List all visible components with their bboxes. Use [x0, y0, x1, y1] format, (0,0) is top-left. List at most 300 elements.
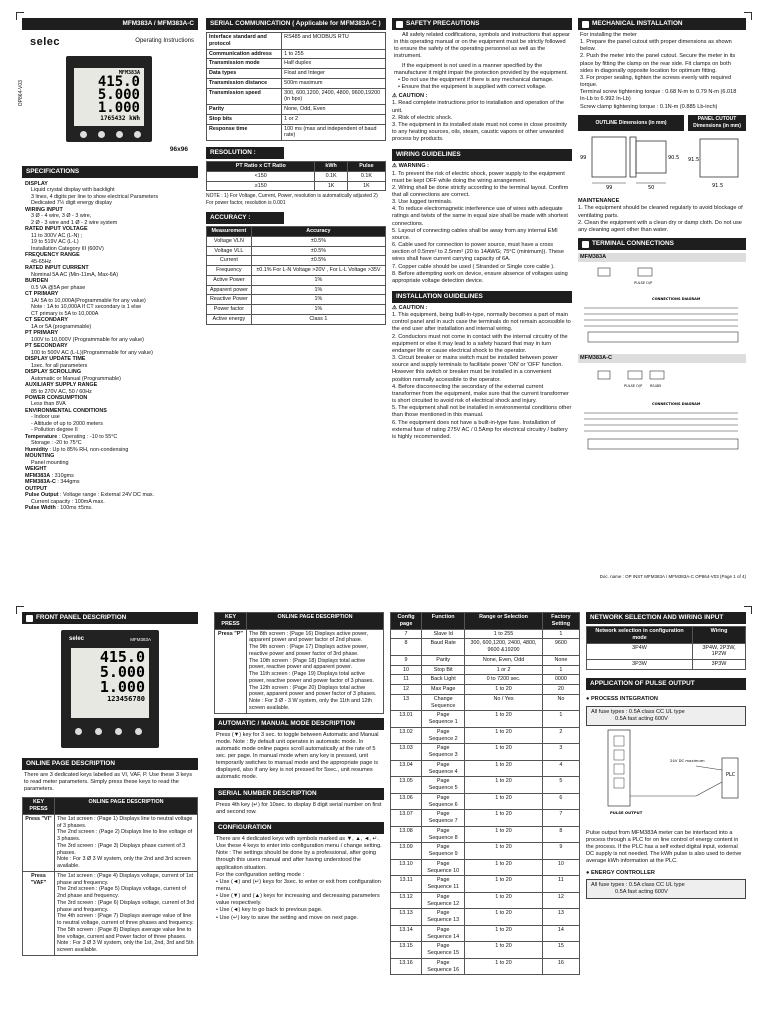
doc-footer: Doc. name : OP INST MFM383A / MFM383A-C OP864-V03 (Page 1 of 4): [599, 574, 746, 579]
accuracy-table: [206, 226, 386, 325]
col-header: PT Ratio x CT Ratio: [207, 162, 315, 172]
serial-row: [207, 105, 386, 115]
panel-key-icon: [75, 728, 82, 735]
config-row: [391, 826, 580, 843]
accuracy-row-cell: Current: [207, 256, 252, 266]
serial-row: [207, 69, 386, 79]
panel-key-icon: [135, 728, 142, 735]
key-p: Press "P": [215, 629, 247, 713]
config-row-cell: 13.03: [391, 744, 422, 761]
wiring-item: 6. Cable used for connection to power source, must have a cross section of 0.5mm² to 2.5mm² (20 to 14AWG; 75°C (minimum)). These wires shall have current carrying capacity of 6A.: [392, 242, 564, 263]
serial-row-label: Response time: [207, 124, 282, 141]
col-header: Network selection in configuration mode: [587, 627, 693, 644]
spec-value: CT primary is 5A to 10,000A: [31, 310, 99, 317]
accuracy-row: [207, 246, 386, 256]
spec-key: WEIGHT: [25, 466, 47, 473]
plc-label: PLC: [726, 772, 736, 779]
vaf-line: Note : For 3 Ø 3 W system, only the 1st, 2nd, 3rd and 5th screen available.: [57, 940, 194, 954]
serial-number-text: Press 4th key (↵) for 10sec. to display 8 digit serial number on first and second row.: [216, 801, 382, 815]
pulse-output-header: APPLICATION OF PULSE OUTPUT: [586, 678, 746, 690]
wiring-header: WIRING GUIDELINES: [392, 149, 572, 161]
meter-key-icon: [134, 131, 141, 138]
front-key-table: [22, 797, 198, 956]
config-row-cell: Page Sequence 9: [422, 843, 465, 860]
network-row-header-row: [587, 627, 746, 644]
vaf-line: The 3rd screen : (Page 6) Displays voltage, current of 3rd phase and frequency.: [57, 899, 195, 913]
config-row-header-row: [391, 613, 580, 630]
col-header: Measurement: [207, 227, 252, 237]
config-row: [391, 777, 580, 794]
config-row-cell: 10: [542, 859, 579, 876]
column-specifications: [17, 18, 198, 515]
serial-row-value: Float and Integer: [282, 69, 386, 79]
config-row: [391, 793, 580, 810]
spec-value: - Altitude of up to 2000 meters: [31, 420, 103, 427]
spec-value: 100 to 500V AC (L-L)(Programmable for any value): [31, 349, 153, 356]
config-row: [391, 685, 580, 695]
spec-key: RATED INPUT VOLTAGE: [25, 226, 88, 233]
spec-line: [25, 505, 195, 511]
install-item: 3. Circuit breaker or mains switch must be installed between power source and supply terminals to facilitate power 'ON' or 'OFF' function. However this switch or breaker must be installed in a convenient position normally accessible to the operator.: [392, 355, 563, 383]
panel-line-2: 5.000: [99, 663, 145, 681]
config-line: • Use (◄) and (↵) keys for 3sec. to enter or exit from configuration menu.: [216, 878, 381, 892]
accuracy-header: ACCURACY :: [206, 212, 284, 224]
config-row-cell: 13.16: [391, 958, 422, 975]
col-header: Accuracy: [251, 227, 385, 237]
accuracy-row: [207, 266, 386, 276]
config-row-cell: Change Sequence: [422, 694, 465, 711]
maintenance-title: MAINTENANCE: [578, 198, 620, 205]
spec-key: FREQUENCY RANGE: [25, 252, 80, 259]
pulse-wiring-diagram: [586, 726, 746, 826]
safety-item: 2. Risk of electric shock.: [392, 114, 453, 121]
config-row-cell: 0000: [542, 675, 579, 685]
meter-size: 96x96: [169, 146, 188, 153]
config-row-cell: 7: [542, 810, 579, 827]
config-row-cell: 13.09: [391, 843, 422, 860]
spec-value: 1A or 5A (programmable): [31, 323, 92, 330]
accuracy-row: [207, 236, 386, 246]
meter-key-icon: [80, 131, 87, 138]
column-front-panel: [22, 612, 198, 956]
accuracy-row-cell: ±0.5%: [251, 236, 385, 246]
config-row-cell: No / Yes: [465, 694, 543, 711]
config-row-cell: Page Sequence 14: [422, 925, 465, 942]
spec-value: : Operating : -10 to 55°C: [57, 433, 118, 440]
config-row: [391, 810, 580, 827]
wiring-items: [392, 171, 572, 286]
resolution-row-cell: 0.1K: [347, 171, 385, 181]
serial-row: [207, 59, 386, 69]
spec-value: : Voltage range : External 24V DC max.: [58, 492, 155, 499]
config-row: [391, 665, 580, 675]
config-row-cell: 0 to 7200 sec.: [465, 675, 543, 685]
spec-key: RATED INPUT CURRENT: [25, 265, 89, 272]
network-row-cell: 3P3W: [587, 660, 693, 670]
col-header: ONLINE PAGE DESCRIPTION: [247, 613, 384, 630]
specifications-header: SPECIFICATIONS: [22, 166, 198, 178]
meter-screen: [74, 68, 144, 126]
serial-row: [207, 114, 386, 124]
meter-line-1: 415.0: [97, 74, 140, 91]
spec-key: MFM383A: [25, 472, 51, 479]
fuse-note-2: [586, 879, 746, 899]
serial-row: [207, 88, 386, 105]
header-block: [17, 30, 198, 166]
serial-row-value: Half duplex: [282, 59, 386, 69]
accuracy-row-header-row: [207, 227, 386, 237]
meter-model-label: MFM383A: [118, 70, 140, 76]
vaf-description: [55, 871, 198, 955]
config-row-cell: 1 to 20: [465, 777, 543, 794]
wiring-item: 5. Layout of connecting cables shall be away from any internal EMI source.: [392, 227, 558, 241]
install-item: 5. The equipment shall not be installed in environmental conditions other than those mentioned in this manual.: [392, 405, 572, 419]
config-row-cell: 1 to 20: [465, 892, 543, 909]
config-row-cell: 13.05: [391, 777, 422, 794]
config-row-cell: 12: [391, 685, 422, 695]
spec-value: - Indoor use: [31, 414, 60, 421]
config-row-cell: 13.15: [391, 942, 422, 959]
config-row-cell: 1: [542, 711, 579, 728]
serial-row-value: None, Odd, Even: [282, 105, 386, 115]
spec-value: 100V to 10,000V (Programmable for any value): [31, 336, 144, 343]
resolution-note: NOTE : 1) For Voltage, Current, Power, resolution is automatically adjusted 2) For power factor, resolution is 0.001: [206, 193, 378, 206]
accuracy-row-cell: ±0.5%: [251, 246, 385, 256]
spec-value: 3 Ø - 4 wire, 3 Ø - 3 wire,: [31, 213, 92, 220]
mechanical-line: 1. Prepare the panel cutout with proper dimensions as shown below.: [580, 39, 732, 53]
resolution-row-cell: 1K: [347, 181, 385, 191]
panel-icon: [26, 615, 33, 622]
spec-value: Automatic or Manual (Programmable): [31, 375, 121, 382]
accuracy-row-cell: ±0.5%: [251, 256, 385, 266]
accuracy-row: [207, 275, 386, 285]
panel-brand: selec: [69, 636, 85, 642]
config-row-cell: Page Sequence 2: [422, 727, 465, 744]
serial-row-value: 1 or 2: [282, 114, 386, 124]
dc-label: 24V DC maximum: [670, 758, 705, 764]
config-row-cell: Page Sequence 10: [422, 859, 465, 876]
outline-diagram: [578, 115, 684, 197]
config-row-cell: Page Sequence 15: [422, 942, 465, 959]
config-row: [391, 892, 580, 909]
cutout-title: PANEL CUTOUT Dimensions (in mm): [688, 115, 746, 131]
config-line: For the configuration setting mode :: [216, 871, 304, 878]
vi-line: The 3rd screen : (Page 3) Displays phase current of 3 phases.: [57, 842, 186, 856]
terminal-diagram-2: [578, 363, 746, 463]
accuracy-row: [207, 305, 386, 315]
energy-controller-title: ● ENERGY CONTROLLER: [586, 869, 655, 876]
serial-row-label: Interface standard and protocol: [207, 33, 282, 50]
doc-title: MFM383A / MFM383A-C: [122, 20, 194, 27]
config-row-cell: 11: [391, 675, 422, 685]
p-description: [247, 629, 384, 713]
resolution-header: RESOLUTION :: [206, 147, 284, 159]
serial-row-label: Transmission distance: [207, 78, 282, 88]
auto-manual-text: Press (▼) key for 3 sec. to toggle between Automatic and Manual mode. Note : By default unit operates in automatic mode. In automatic mode online pages scroll automatically at the rate of 5 sec. per page. In manual mode when any key is pressed, unit temporarily switches to manual mode and the appropriate page is displayed, also if any key is not pressed for 5sec., unit resumes automatic mode.: [216, 731, 379, 781]
config-row: [391, 925, 580, 942]
config-row-cell: 13: [542, 909, 579, 926]
config-row-cell: 1 to 20: [465, 909, 543, 926]
config-line: • Use (◄) key to go back to previous page.: [216, 907, 323, 914]
accuracy-row-cell: 1%: [251, 305, 385, 315]
side-code: OP864-V03: [17, 80, 24, 107]
accuracy-row-cell: Reactive Power: [207, 295, 252, 305]
config-row-cell: Page Sequence 5: [422, 777, 465, 794]
config-row-cell: 13.14: [391, 925, 422, 942]
book-icon: [582, 21, 589, 28]
spec-key: POWER CONSUMPTION: [25, 394, 88, 401]
cutout-diagram: [688, 115, 746, 197]
panel-key-icon: [115, 728, 122, 735]
config-row-cell: 7: [391, 629, 422, 639]
spec-value: 45-65Hz: [31, 258, 52, 265]
spec-key: OUTPUT: [25, 485, 48, 492]
spec-value: 3 lines, 4 digits per line to show electrical Parameters: [31, 193, 159, 200]
config-row-cell: 20: [542, 685, 579, 695]
column-safety: [392, 18, 572, 441]
config-line: There are 4 dedicated keys with symbols marked as ▼, ▲, ◄, ↵. Use these 4 keys to enter into configuration menu / change setting.: [216, 835, 382, 850]
outline-drawing: [578, 131, 678, 193]
vaf-line: The 4th screen : (Page 7) Displays average value of line to neutral voltage, current of three phases and frequency.: [57, 913, 194, 927]
col-header: Wiring: [693, 627, 746, 644]
config-row-cell: 5: [542, 777, 579, 794]
auto-manual-header: AUTOMATIC / MANUAL MODE DESCRIPTION: [214, 718, 384, 730]
terminals-header: TERMINAL CONNECTIONS: [578, 238, 746, 250]
pulse-label: PULSE O/P: [634, 281, 653, 286]
config-row-cell: 1 to 20: [465, 859, 543, 876]
p-line: Note : For 3 Ø - 3 W system, only the 11th and 12th screen available.: [249, 698, 373, 711]
network-header: NETWORK SELECTION AND WIRING INPUT: [586, 612, 746, 624]
dim-label: 99: [580, 154, 587, 161]
col-header: KEY PRESS: [215, 613, 247, 630]
page-sheet-2: [22, 612, 746, 1024]
safety-intro: All safety related codifications, symbols and instructions that appear in this operating manual or on the equipment must be strictly followed to ensure the safety of the operating personnel as well as the instrument.: [394, 32, 570, 60]
resolution-row-cell: <150: [207, 171, 315, 181]
network-table: [586, 626, 746, 670]
spec-key: Temperature: [25, 433, 58, 440]
config-row-cell: 15: [542, 942, 579, 959]
config-row-cell: 300, 600,1200, 2400, 4800, 9600 &19200: [465, 639, 543, 656]
spec-value: 1sec. for all parameters: [31, 362, 88, 369]
p-line: The 10th screen : (Page 18) Displays total active power, reactive power and apparent power.: [249, 657, 366, 671]
spec-value: Note : 1A to 10,000A If CT secondary is 1 else: [31, 304, 142, 311]
config-row-cell: Back Light: [422, 675, 465, 685]
mechanical-line: Terminal screw tightening torque : 0.68 N-m to 0.79 N-m (6.018 In-Lb to 6.992 In-Lb): [580, 89, 737, 103]
config-row-cell: Page Sequence 16: [422, 958, 465, 975]
accuracy-row: [207, 285, 386, 295]
meter-key-icon: [116, 131, 123, 138]
pulse-output-label: PULSE OUTPUT: [610, 810, 643, 816]
install-items: [392, 312, 572, 441]
config-row-cell: 1 to 20: [465, 744, 543, 761]
fuse-note: [586, 706, 746, 726]
dim-label: 90.5: [668, 154, 680, 161]
serial-number-header: SERIAL NUMBER DESCRIPTION: [214, 788, 384, 800]
meter-line-2: 5.000: [97, 87, 140, 104]
spec-key: DISPLAY UPDATE TIME: [25, 356, 86, 363]
config-row: [391, 629, 580, 639]
safety-bullet: • Ensure that the equipment is supplied with correct voltage.: [398, 84, 547, 91]
terminal-model-1: MFM383A: [578, 253, 746, 262]
resolution-table: [206, 161, 386, 191]
config-row: [391, 843, 580, 860]
column-keypress: [214, 612, 384, 924]
config-row: [391, 727, 580, 744]
safety-caution: ⚠ CAUTION :: [392, 93, 428, 100]
serial-table: [206, 32, 386, 141]
col-header: ONLINE PAGE DESCRIPTION: [55, 798, 198, 815]
spec-key: CT PRIMARY: [25, 291, 59, 298]
spec-value: : 344gms: [55, 479, 80, 486]
meter-key-icon: [98, 131, 105, 138]
network-row-cell: 3P4W, 2P3W, 1P2W: [693, 643, 746, 660]
spec-key: CT SECONDARY: [25, 317, 68, 324]
outline-title: OUTLINE Dimensions (in mm): [578, 115, 684, 131]
online-header: ONLINE PAGE DESCRIPTION: [22, 758, 198, 770]
vi-description: [55, 814, 198, 871]
col-header: KEY PRESS: [23, 798, 55, 815]
spec-value: Installation Category III (600V): [31, 245, 104, 252]
dim-label: 99: [606, 184, 613, 191]
col-header: Function: [422, 613, 465, 630]
configuration-header: CONFIGURATION: [214, 822, 384, 834]
config-row: [391, 859, 580, 876]
config-row-cell: 1 to 255: [465, 629, 543, 639]
network-row: [587, 660, 746, 670]
config-row-cell: 10: [391, 665, 422, 675]
accuracy-row-cell: 1%: [251, 285, 385, 295]
vaf-line: The 1st screen : (Page 4) Displays voltage, current of 1st phase and frequency.: [57, 872, 194, 886]
config-row-cell: 1 to 20: [465, 826, 543, 843]
config-row-cell: 13.11: [391, 876, 422, 893]
meter-energy-unit: kWh: [129, 115, 140, 123]
spec-value: Current capacity : 100mA max.: [31, 498, 105, 505]
config-row-cell: 1 to 20: [465, 810, 543, 827]
mechanical-line: 3. For proper sealing, tighten the screws evenly with required torque.: [580, 74, 732, 89]
maintenance-line: 1. The equipment should be cleaned regularly to avoid blockage of ventilating parts.: [578, 205, 743, 219]
mechanical-header: MECHANICAL INSTALLATION: [578, 18, 746, 30]
vi-line: Note : For 3 Ø 3 W system, only the 2nd and 3rd screen available.: [57, 856, 191, 870]
spec-value: 0.5 VA @5A per phase: [31, 284, 86, 291]
config-row-cell: Page Sequence 6: [422, 793, 465, 810]
serial-row-label: Communication address: [207, 49, 282, 59]
config-row-cell: 13.04: [391, 760, 422, 777]
spec-key: Pulse Output: [25, 492, 59, 499]
config-row: [391, 942, 580, 959]
config-row-cell: Stop Bit: [422, 665, 465, 675]
accuracy-row: [207, 314, 386, 324]
vaf-line: The 5th screen : (Page 8) Displays average value line to line voltage, current and Power factor of three phases.: [57, 926, 192, 940]
config-row-cell: 13.01: [391, 711, 422, 728]
config-row-cell: 9: [391, 655, 422, 665]
network-row-cell: 3P3W: [693, 660, 746, 670]
serial-row-value: RS485 and MODBUS RTU: [282, 33, 386, 50]
spec-key: MOUNTING: [25, 453, 55, 460]
serial-row-label: Parity: [207, 105, 282, 115]
panel-line-1: 415.0: [99, 648, 145, 666]
spec-key: Humidity: [25, 446, 49, 453]
brand-logo: selec: [30, 36, 61, 48]
maintenance-line: 2. Clean the equipment with a clean dry or damp cloth. Do not use any cleaning agent other than water.: [578, 219, 742, 233]
spec-value: Dedicated 7½ digit energy display: [31, 200, 112, 207]
spec-value: : 100ms ±5ms.: [55, 505, 93, 512]
dim-label: 50: [648, 184, 655, 191]
spec-value: : Up to 85% RH, non-condensing: [48, 446, 129, 453]
meter-image: [66, 56, 152, 142]
serial-row-value: 100 ms (max and independent of baud rate): [282, 124, 386, 141]
safety-item: 1. Read complete instructions prior to installation and operation of the unit.: [392, 100, 564, 114]
fuse-note-line-2: 0.5A fast acting 600V: [615, 716, 668, 723]
config-row: [391, 639, 580, 656]
config-row-cell: 1 to 20: [465, 925, 543, 942]
config-line: Note : The settings should be done by a professional, after going through this users manual and after having understood the application situation.: [216, 850, 377, 871]
config-row-cell: None: [542, 655, 579, 665]
spec-value: 19 to 519V AC (L-L): [31, 239, 79, 246]
vaf-line: The 2nd screen : (Page 5) Displays voltage, current of 2nd phase and frequency.: [57, 886, 187, 900]
terminal-diagram-1: [578, 262, 746, 350]
config-row-cell: 4: [542, 760, 579, 777]
wiring-warning: ⚠ WARNING :: [392, 163, 430, 170]
spec-value: Panel mounting: [31, 459, 69, 466]
config-line: • Use (↵) key to save the setting and move on next page.: [216, 914, 359, 921]
pulse-description: Pulse output from MFM383A meter can be interfaced into a process through a PLC for on line control of energy content in the process. If the PLC has a self exited digital input, external DC supply is not needed. The kWh pulse is also used to derive average kWh information at the PLC.: [586, 829, 742, 865]
config-row-cell: 1 to 20: [465, 942, 543, 959]
column-config-table: [390, 612, 580, 975]
config-row-cell: 13.07: [391, 810, 422, 827]
accuracy-row-cell: Active Power: [207, 275, 252, 285]
config-table: [390, 612, 580, 975]
spec-key: DISPLAY: [25, 181, 48, 187]
spec-value: Less than 8VA: [31, 401, 66, 408]
column-mechanical: [578, 18, 746, 466]
wiring-item: 1. To prevent the risk of electric shock, power supply to the equipment must be kept OFF while doing the wiring arrangement.: [392, 170, 565, 184]
config-row-cell: 6: [542, 793, 579, 810]
mechanical-lines: [578, 30, 746, 113]
doc-subtitle: Operating Instructions: [135, 38, 194, 44]
serial-row: [207, 124, 386, 141]
config-row-cell: No: [542, 694, 579, 711]
fuse-note-line-1: All fuse types : 0.5A class CC UL type: [591, 881, 685, 888]
resolution-row-cell: 0.1K: [315, 171, 347, 181]
network-row: [587, 643, 746, 660]
safety-intro-2: If the equipment is not used in a manner specified by the manufacturer it might impair the protection provided by the equipment.: [394, 62, 568, 76]
config-row-cell: 16: [542, 958, 579, 975]
resolution-row-header-row: [207, 162, 386, 172]
safety-bullet: • Do not use the equipment if there is any mechanical damage.: [398, 76, 554, 83]
col-header: Config page: [391, 613, 422, 630]
column-network: [586, 612, 746, 899]
page-sheet-1: [17, 18, 746, 584]
connections-label: CONNECTIONS DIAGRAM: [652, 297, 701, 302]
config-row-cell: Slave Id: [422, 629, 465, 639]
rs485-label: RS485: [650, 383, 662, 388]
install-item: 4. Before disconnecting the secondary of the external current transformer from the equipment, make sure that the current transformer is short circuited to avoid risk of electrical shock and injury.: [392, 383, 569, 405]
config-row-cell: Page Sequence 13: [422, 909, 465, 926]
config-row-cell: 12: [542, 892, 579, 909]
accuracy-row-cell: 1%: [251, 275, 385, 285]
dim-label: 91.5: [712, 182, 724, 189]
dim-label: 91.5: [688, 156, 700, 163]
config-row-cell: 13.08: [391, 826, 422, 843]
mechanical-line: 2. Push the meter into the panel cutout. Secure the meter in its place by fitting the clamp on the rear side. Fit clamps on both sides in diagonally opposite location for optimum fitting.: [580, 53, 736, 74]
config-row-cell: 13.10: [391, 859, 422, 876]
safety-item: 3. The equipment in its installed state must not come in close proximity to any heating sources, oils, steam, caustic vapors or other unwanted process by products.: [392, 121, 567, 143]
config-row-cell: None, Even, Odd: [465, 655, 543, 665]
col-header: Factory Setting: [542, 613, 579, 630]
config-row: [391, 958, 580, 975]
install-item: 6. The equipment does not have a built-in-type fuse. Installation of external fuse of rating 275V AC / 0.5Amp for electrical circuitry / battery is highly recommended.: [392, 419, 568, 440]
spec-value: : 310gms: [50, 472, 74, 479]
